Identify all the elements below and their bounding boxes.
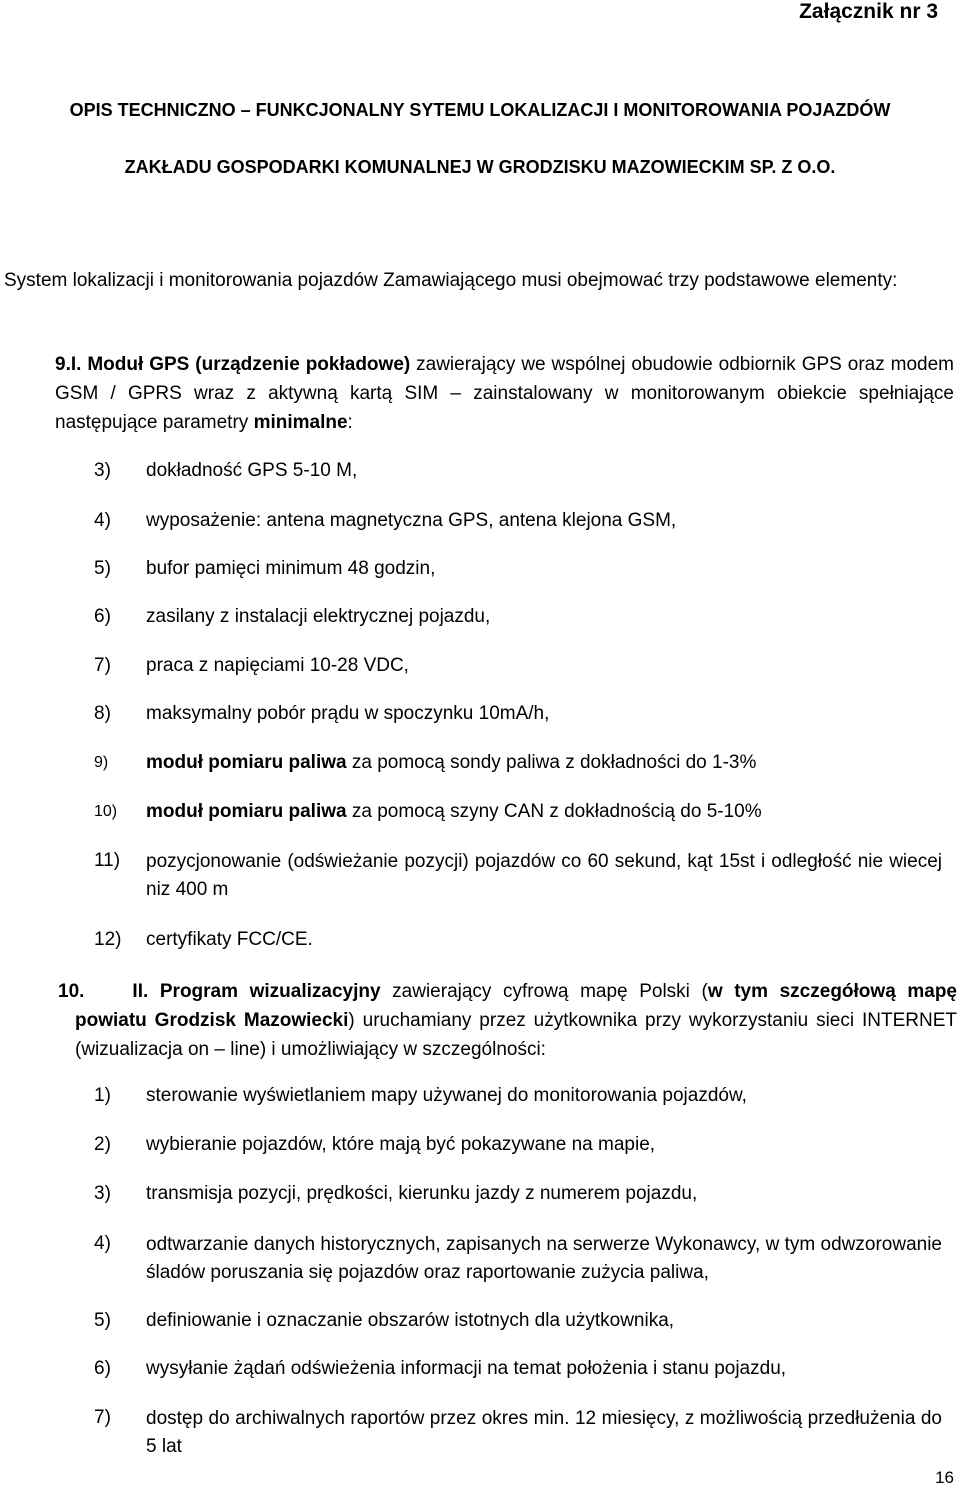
list-item-text <box>146 752 756 774</box>
section-2-heading: Program wizualizacyjny <box>159 981 381 1002</box>
section-2-text-a: zawierający cyfrową mapę Polski ( <box>380 981 708 1002</box>
list-item-number: 1) <box>94 1085 111 1106</box>
list-item-number: 9) <box>94 754 109 771</box>
list-item-text: odtwarzanie danych historycznych, zapisanych na serwerze Wykonawcy, w tym odwzorowanie śladów poruszania się pojazdów oraz raportowanie zużycia paliwa, <box>146 1234 942 1283</box>
list-item-number: 3) <box>94 460 111 481</box>
intro-paragraph: System lokalizacji i monitorowania pojazdów Zamawiającego musi obejmować trzy podstawowe elementy: <box>4 270 898 291</box>
list-item-text: maksymalny pobór prądu w spoczynku 10mA/h, <box>146 703 550 724</box>
list-item-rest: za pomocą sondy paliwa z dokładności do 1-3% <box>346 752 757 773</box>
page-number: 16 <box>935 1468 954 1487</box>
list-item-text: dostęp do archiwalnych raportów przez okres min. 12 miesięcy, z możliwością przedłużenia do 5 lat <box>146 1408 942 1457</box>
section-1-number: 9. <box>55 354 71 375</box>
document-title-line-2: ZAKŁADU GOSPODARKI KOMUNALNEJ W GRODZISKU MAZOWIECKIM SP. Z O.O. <box>124 157 836 177</box>
list-item-number: 5) <box>94 1310 111 1331</box>
section-1-heading: Moduł GPS (urządzenie pokładowe) <box>87 354 411 375</box>
section-2-text-c: ) uruchamiany przez użytkownika przy wykorzystaniu sieci INTERNET (wizualizacja on – line) i umożliwiający w szczególności: <box>75 1010 957 1060</box>
list-item-text: certyfikaty FCC/CE. <box>146 929 313 950</box>
list-item-number: 7) <box>94 655 111 676</box>
section-1-roman: I. <box>70 354 82 375</box>
section-2-bold-b: w tym szczegółową mapę powiatu Grodzisk Mazowiecki <box>75 981 957 1031</box>
list-item-number: 2) <box>94 1134 111 1155</box>
list-item-number: 5) <box>94 558 111 579</box>
list-item-number: 6) <box>94 606 111 627</box>
section-2-paragraph <box>58 977 957 1064</box>
document-title-line-1: OPIS TECHNICZNO – FUNKCJONALNY SYTEMU LOKALIZACJI I MONITOROWANIA POJAZDÓW <box>69 100 891 120</box>
list-item-text <box>146 801 762 823</box>
list-item-text: definiowanie i oznaczanie obszarów istotnych dla użytkownika, <box>146 1310 675 1331</box>
list-item-text: transmisja pozycji, prędkości, kierunku jazdy z numerem pojazdu, <box>146 1183 698 1204</box>
list-item-bold: moduł pomiaru paliwa <box>146 752 347 773</box>
list-item-text: wysyłanie żądań odświeżenia informacji na temat położenia i stanu pojazdu, <box>146 1358 787 1379</box>
list-item-number: 4) <box>94 510 111 531</box>
list-item-number: 6) <box>94 1358 111 1379</box>
list-item-text: bufor pamięci minimum 48 godzin, <box>146 558 436 579</box>
list-item-bold: moduł pomiaru paliwa <box>146 801 347 822</box>
list-item-number: 12) <box>94 929 122 950</box>
section-1-paragraph <box>55 350 954 437</box>
section-1-text-b: : <box>347 412 353 433</box>
list-item-text: sterowanie wyświetlaniem mapy używanej do monitorowania pojazdów, <box>146 1085 747 1106</box>
list-item-text: zasilany z instalacji elektrycznej pojazdu, <box>146 606 491 627</box>
list-item-number: 4) <box>94 1233 111 1254</box>
list-item-number: 8) <box>94 703 111 724</box>
list-item-text: dokładność GPS 5-10 M, <box>146 460 358 481</box>
list-item-text: praca z napięciami 10-28 VDC, <box>146 655 409 676</box>
section-1-text-a: zawierający we wspólnej obudowie odbiornik GPS oraz modem GSM / GPRS wraz z aktywną kartą SIM – zainstalowany w monitorowanym obiekcie spełniające następujące parametry <box>55 354 954 433</box>
section-1-minimal: minimalne <box>253 412 348 433</box>
list-item-rest: za pomocą szyny CAN z dokładnością do 5-10% <box>346 801 762 822</box>
annex-label: Załącznik nr 3 <box>799 0 938 23</box>
section-2-number: 10. <box>58 981 85 1002</box>
section-2-roman: II. <box>132 981 149 1002</box>
list-item-text: wybieranie pojazdów, które mają być pokazywane na mapie, <box>146 1134 656 1155</box>
list-item-number: 11) <box>94 850 121 871</box>
list-item-text: pozycjonowanie (odświeżanie pozycji) pojazdów co 60 sekund, kąt 15st i odległość nie wiecej niz 400 m <box>146 851 942 900</box>
list-item-text: wyposażenie: antena magnetyczna GPS, antena klejona GSM, <box>146 510 677 531</box>
list-item-number: 3) <box>94 1183 111 1204</box>
list-item-number: 7) <box>94 1407 111 1428</box>
list-item-number: 10) <box>94 803 118 820</box>
